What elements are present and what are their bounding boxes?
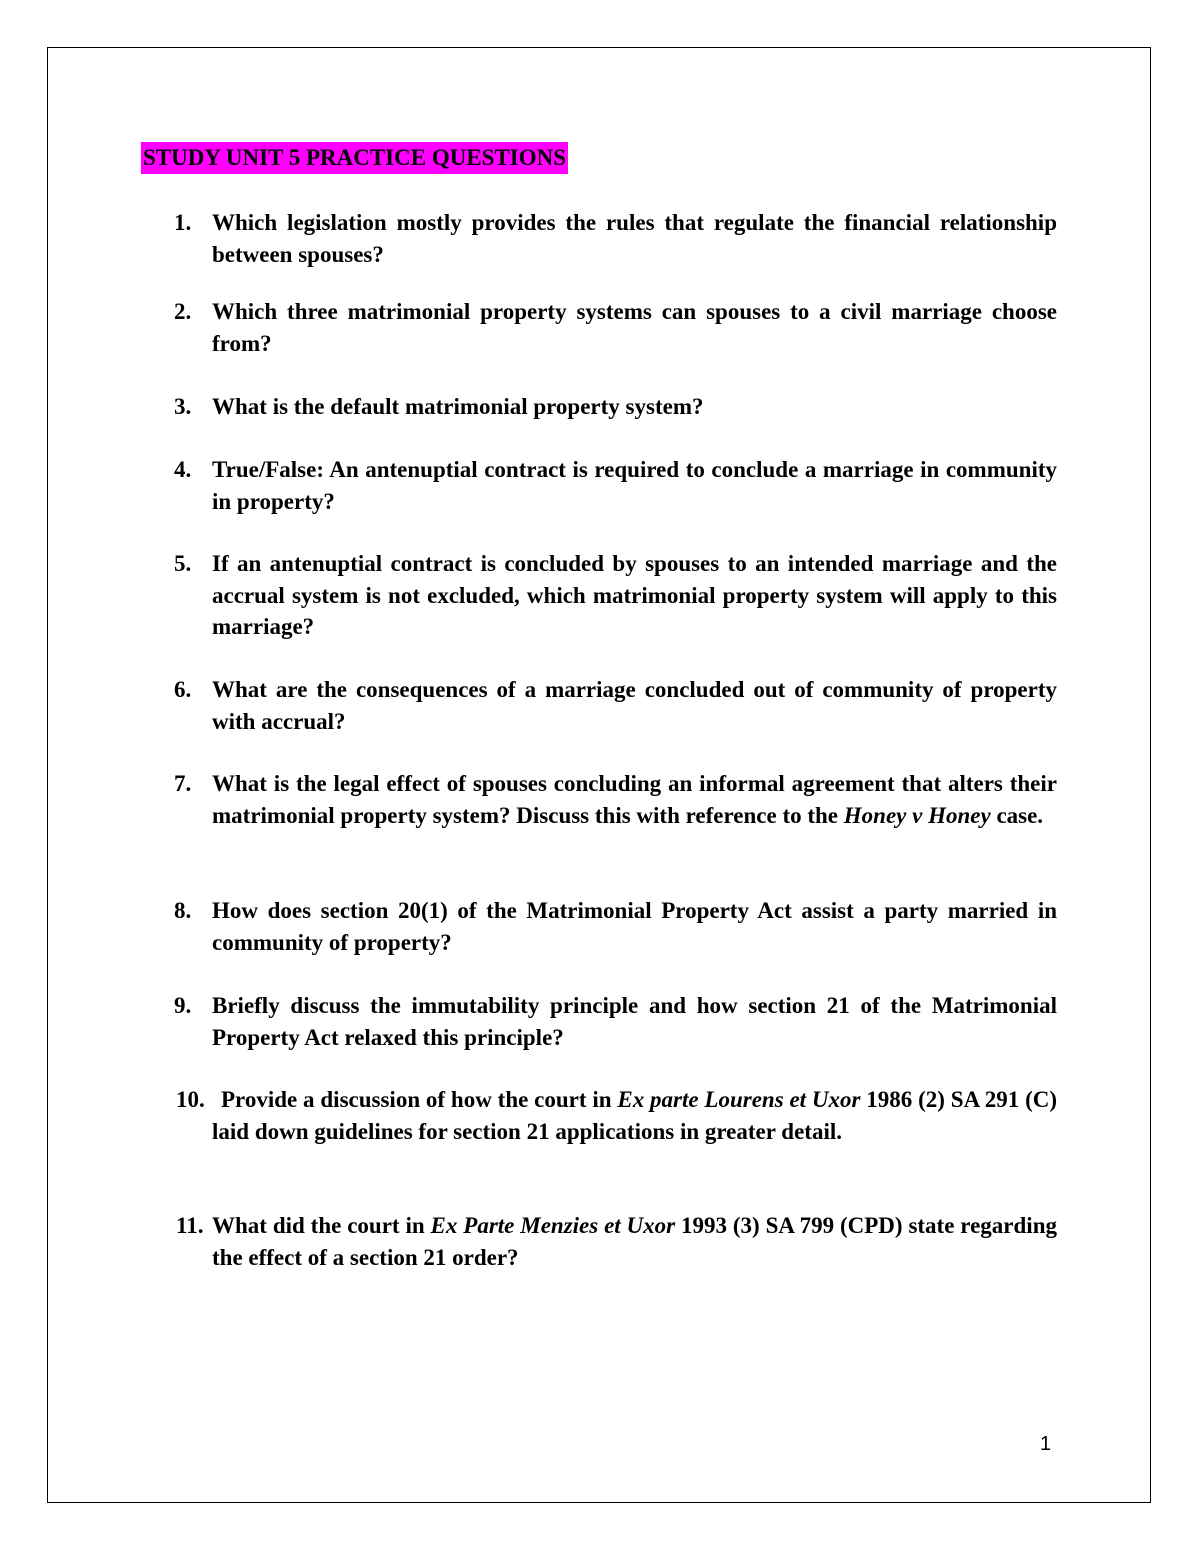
- question-4: [174, 454, 1057, 517]
- case-name: Ex parte Lourens et Uxor: [617, 1087, 861, 1112]
- question-number: 10.: [176, 1087, 205, 1112]
- question-7: [174, 768, 1057, 831]
- question-3: [174, 391, 1057, 423]
- question-text: Provide a discussion of how the court in: [221, 1087, 618, 1112]
- question-text: Which three matrimonial property systems can spouses to a civil marriage choose from?: [212, 299, 1057, 356]
- question-text: Briefly discuss the immutability principle and how section 21 of the Matrimonial Property Act relaxed this principle?: [212, 993, 1057, 1050]
- question-10: [176, 1084, 1057, 1147]
- question-number: 9.: [174, 993, 192, 1018]
- question-number: 8.: [174, 898, 192, 923]
- question-6: [174, 674, 1057, 737]
- document-title: STUDY UNIT 5 PRACTICE QUESTIONS: [141, 142, 568, 174]
- question-text: Which legislation mostly provides the rules that regulate the financial relationship between spouses?: [212, 210, 1057, 267]
- question-8: [174, 895, 1057, 958]
- question-text: How does section 20(1) of the Matrimonial Property Act assist a party married in community of property?: [212, 898, 1057, 955]
- question-9: [174, 990, 1057, 1053]
- question-number: 11.: [176, 1213, 204, 1238]
- question-text: What did the court in: [212, 1213, 431, 1238]
- question-number: 5.: [174, 551, 192, 576]
- question-number: 4.: [174, 457, 192, 482]
- question-text: What is the legal effect of spouses concluding an informal agreement that alters their matrimonial property system? Discuss this with reference to the: [212, 771, 1057, 828]
- case-name: Ex Parte Menzies et Uxor: [430, 1213, 676, 1238]
- question-text: If an antenuptial contract is concluded by spouses to an intended marriage and the accrual system is not excluded, which matrimonial property system will apply to this marriage?: [212, 551, 1057, 639]
- question-text: What are the consequences of a marriage concluded out of community of property with accrual?: [212, 677, 1057, 734]
- question-number: 3.: [174, 394, 192, 419]
- question-text-end: 1993 (3) SA 799 (CPD) state regarding the effect of a section 21 order?: [212, 1213, 1057, 1270]
- question-11: [176, 1210, 1057, 1273]
- question-text-end: case.: [990, 802, 1044, 828]
- question-number: 1.: [174, 210, 192, 235]
- question-text-end: 1986 (2) SA 291 (C) laid down guidelines for section 21 applications in greater detail.: [212, 1087, 1057, 1144]
- question-5: [174, 548, 1057, 643]
- question-number: 7.: [174, 771, 192, 796]
- question-2: [174, 296, 1057, 359]
- question-1: [174, 207, 1057, 270]
- question-text: True/False: An antenuptial contract is required to conclude a marriage in community in property?: [212, 457, 1057, 514]
- question-number: 2.: [174, 299, 192, 324]
- question-number: 6.: [174, 677, 192, 702]
- question-text: What is the default matrimonial property system?: [212, 394, 704, 419]
- page-number: 1: [1040, 1433, 1052, 1455]
- case-name: Honey v Honey: [843, 802, 991, 828]
